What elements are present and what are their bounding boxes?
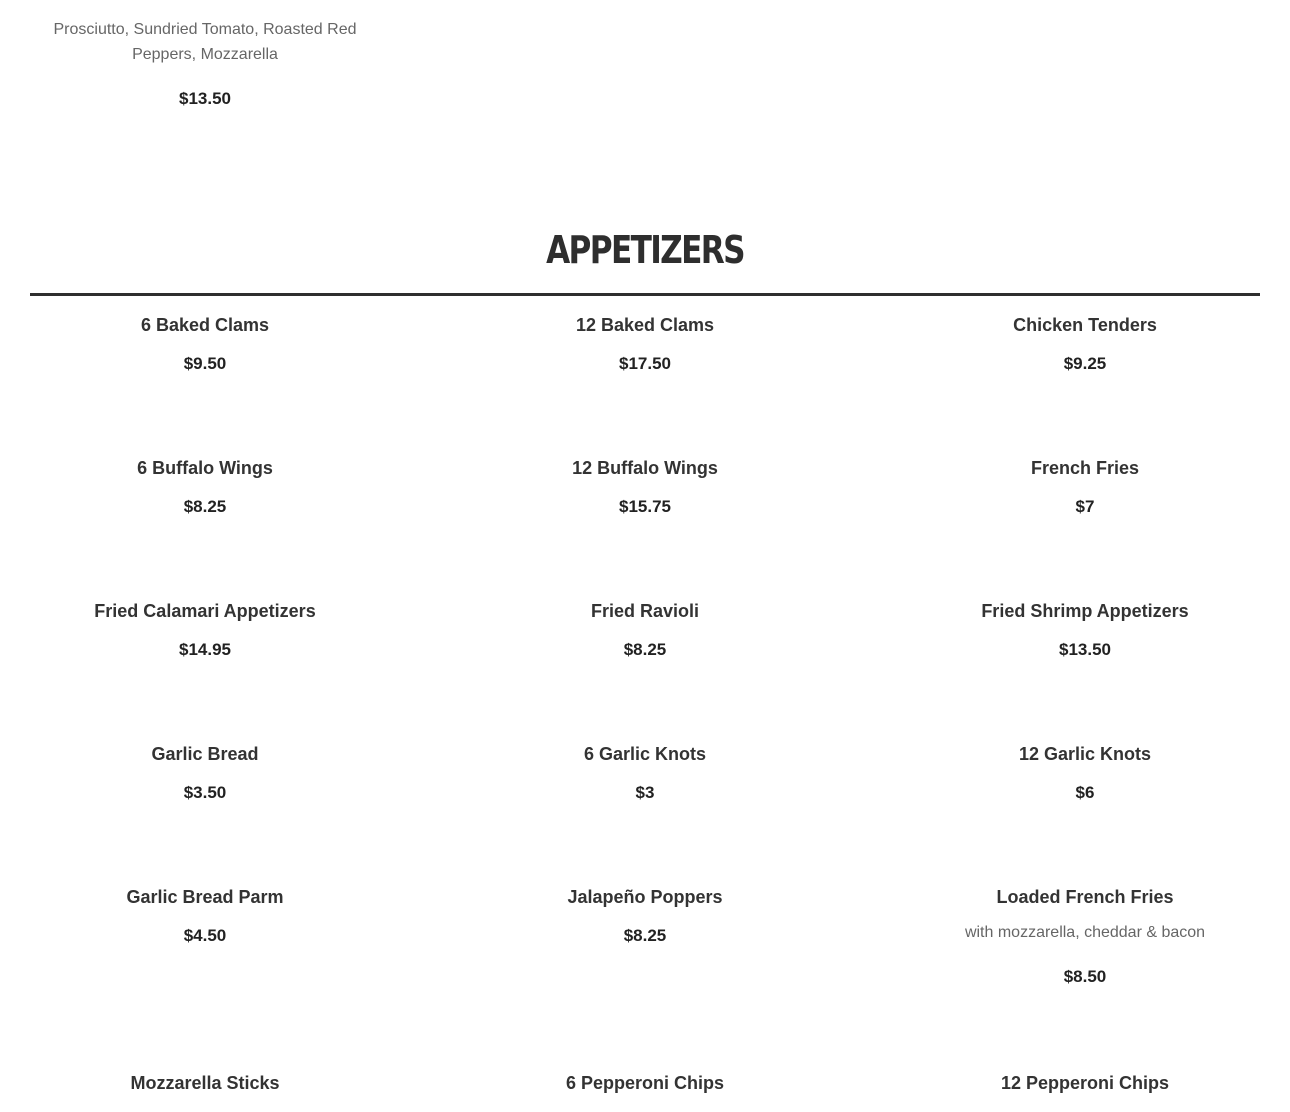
item-name: Garlic Bread [151, 744, 259, 764]
menu-item-6-garlic-knots[interactable] [455, 743, 835, 804]
menu-item-french-fries[interactable] [895, 457, 1275, 518]
item-price: $3 [635, 783, 655, 802]
item-price: $8.25 [623, 640, 667, 659]
item-description: with mozzarella, cheddar & bacon [964, 924, 1206, 941]
menu-item-6-baked-clams[interactable] [15, 314, 395, 375]
item-price: $13.50 [179, 89, 231, 108]
item-name: Mozzarella Sticks [130, 1073, 280, 1093]
item-name: 12 Buffalo Wings [572, 458, 718, 478]
item-name: 12 Pepperoni Chips [1000, 1073, 1170, 1093]
menu-item-12-pepperoni-chips[interactable] [895, 1072, 1275, 1094]
item-price: $15.75 [619, 497, 671, 516]
item-name: French Fries [1030, 458, 1140, 478]
item-name: Chicken Tenders [1013, 315, 1157, 335]
menu-item-6-pepperoni-chips[interactable] [455, 1072, 835, 1094]
item-price: $14.95 [179, 640, 231, 659]
menu-item-fried-calamari-appetizers[interactable] [15, 600, 395, 661]
item-price: $9.50 [183, 354, 227, 373]
item-price: $8.25 [623, 926, 667, 945]
menu-item-mozzarella-sticks[interactable] [15, 1072, 395, 1094]
item-price: $4.50 [183, 926, 227, 945]
item-name: 6 Baked Clams [140, 315, 270, 335]
item-name: Fried Shrimp Appetizers [981, 601, 1189, 621]
item-price: $13.50 [1059, 640, 1111, 659]
menu-item-6-buffalo-wings[interactable] [15, 457, 395, 518]
previous-menu-item[interactable] [30, 17, 380, 109]
section-title: APPETIZERS [546, 228, 744, 272]
menu-item-12-garlic-knots[interactable] [895, 743, 1275, 804]
menu-item-fried-ravioli[interactable] [455, 600, 835, 661]
section-divider [30, 293, 1260, 296]
item-price: $7 [1075, 497, 1095, 516]
item-price: $6 [1075, 783, 1095, 802]
menu-item-garlic-bread-parm[interactable] [15, 886, 395, 947]
item-price: $9.25 [1063, 354, 1107, 373]
menu-item-garlic-bread[interactable] [15, 743, 395, 804]
menu-item-fried-shrimp-appetizers[interactable] [895, 600, 1275, 661]
item-price: $3.50 [183, 783, 227, 802]
item-name: Jalapeño Poppers [567, 887, 723, 907]
item-name: 12 Baked Clams [575, 315, 715, 335]
menu-item-chicken-tenders[interactable] [895, 314, 1275, 375]
item-name: Garlic Bread Parm [126, 887, 284, 907]
item-name: Fried Calamari Appetizers [94, 601, 316, 621]
item-name: Loaded French Fries [996, 887, 1174, 907]
item-description: Prosciutto, Sundried Tomato, Roasted Red Peppers, Mozzarella [53, 21, 357, 63]
item-price: $17.50 [619, 354, 671, 373]
item-name: Fried Ravioli [590, 601, 700, 621]
menu-item-loaded-french-fries[interactable] [895, 886, 1275, 988]
item-name: 12 Garlic Knots [1018, 744, 1152, 764]
item-price: $8.50 [1063, 967, 1107, 986]
item-price: $8.25 [183, 497, 227, 516]
item-name: 6 Garlic Knots [583, 744, 707, 764]
item-name: 6 Pepperoni Chips [565, 1073, 725, 1093]
menu-item-12-buffalo-wings[interactable] [455, 457, 835, 518]
menu-item-jalapeno-poppers[interactable] [455, 886, 835, 947]
item-name: 6 Buffalo Wings [137, 458, 273, 478]
menu-item-12-baked-clams[interactable] [455, 314, 835, 375]
